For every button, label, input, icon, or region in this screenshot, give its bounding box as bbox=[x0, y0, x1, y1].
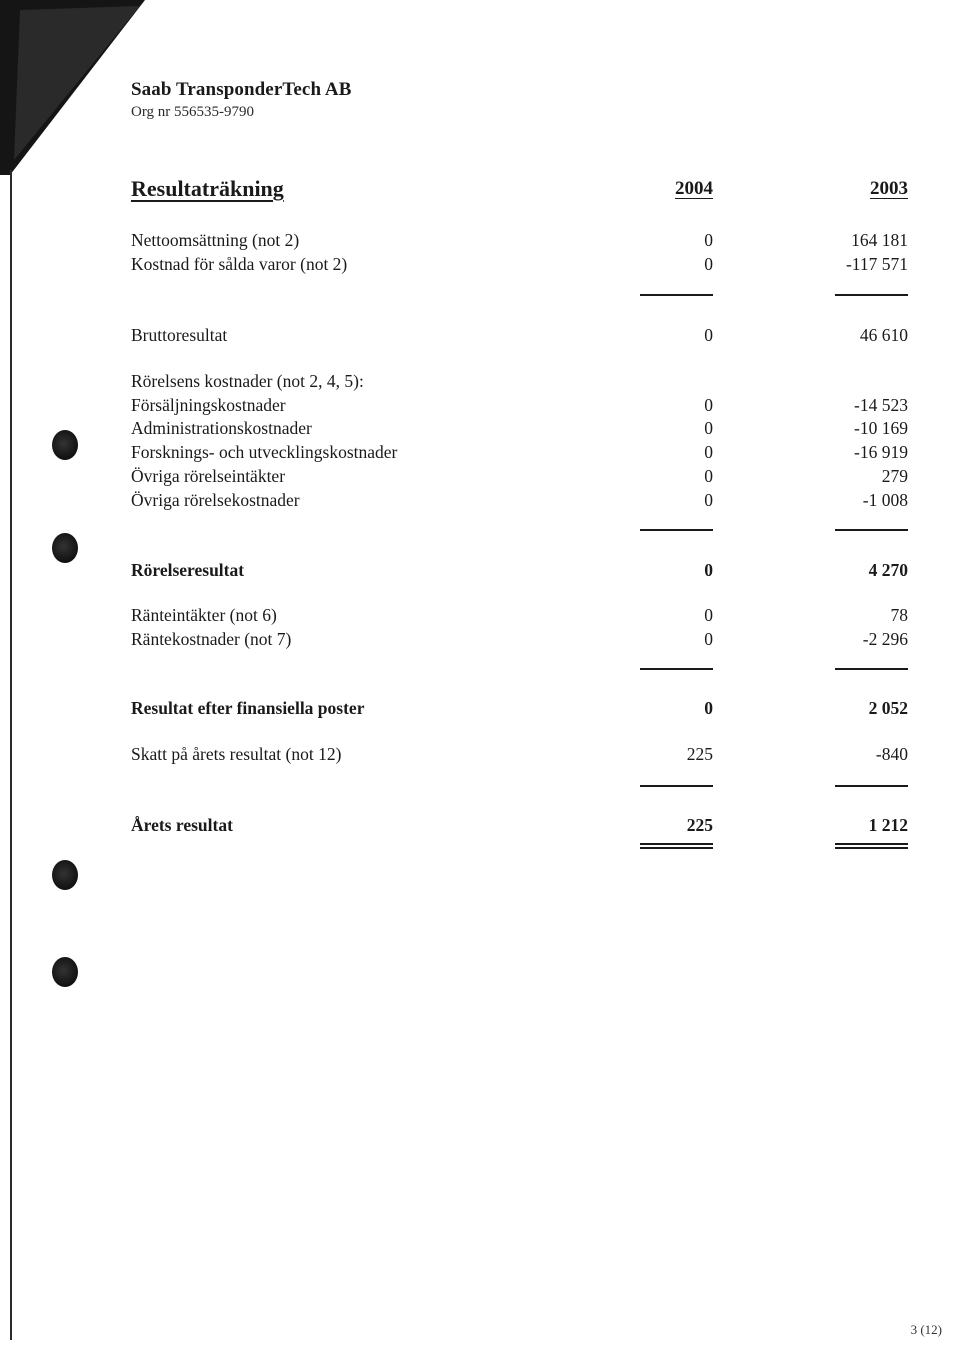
row-value-2004: 0 bbox=[704, 560, 713, 580]
row-label: Forsknings- och utvecklingskostnader bbox=[131, 442, 398, 462]
subtotal-rule bbox=[835, 294, 908, 296]
row-value-2003: -840 bbox=[875, 744, 908, 764]
subtotal-rule bbox=[640, 785, 713, 787]
row-bruttoresultat bbox=[131, 323, 908, 347]
row-value-2004: 225 bbox=[686, 744, 713, 764]
row-label: Administrationskostnader bbox=[131, 418, 312, 438]
subtotal-rule bbox=[835, 668, 908, 670]
row-label: Kostnad för sålda varor (not 2) bbox=[131, 254, 348, 274]
row-kostnad-salda-varor bbox=[131, 252, 908, 276]
total-double-rule-top bbox=[835, 843, 908, 845]
punch-hole-4 bbox=[52, 957, 78, 987]
total-double-rule-bottom bbox=[835, 847, 908, 849]
subtotal-rule bbox=[640, 529, 713, 531]
row-value-2003: 1 212 bbox=[868, 815, 908, 835]
row-label: Nettoomsättning (not 2) bbox=[131, 230, 300, 250]
total-double-rule-top bbox=[640, 843, 713, 845]
row-value-2004: 225 bbox=[686, 815, 713, 835]
row-label: Bruttoresultat bbox=[131, 325, 228, 345]
statement-title: Resultaträkning bbox=[131, 176, 284, 201]
row-value-2004: 0 bbox=[704, 698, 713, 718]
row-label: Rörelsens kostnader (not 2, 4, 5): bbox=[131, 371, 364, 391]
row-value-2003: 164 181 bbox=[851, 230, 908, 250]
subtotal-rule bbox=[835, 529, 908, 531]
total-double-rule-bottom bbox=[640, 847, 713, 849]
column-header-2004: 2004 bbox=[675, 178, 713, 199]
row-label: Försäljningskostnader bbox=[131, 395, 286, 415]
page-number: 3 (12) bbox=[910, 1322, 942, 1337]
row-rorelseresultat bbox=[131, 558, 908, 582]
row-value-2003: -16 919 bbox=[854, 442, 908, 462]
subtotal-rule bbox=[640, 668, 713, 670]
row-value-2003: -14 523 bbox=[854, 395, 908, 415]
row-value-2003: 4 270 bbox=[868, 560, 908, 580]
company-name: Saab TransponderTech AB bbox=[131, 79, 352, 100]
row-nettoomsattning bbox=[131, 228, 908, 252]
row-value-2003: 78 bbox=[890, 605, 908, 625]
row-value-2004: 0 bbox=[704, 442, 713, 462]
subtotal-rule bbox=[835, 785, 908, 787]
organization-number: Org nr 556535-9790 bbox=[131, 104, 255, 120]
row-rorelsens-kostnader-heading bbox=[131, 369, 908, 393]
row-ranteintakter bbox=[131, 603, 908, 627]
row-value-2003: -1 008 bbox=[862, 490, 908, 510]
subtotal-rule bbox=[640, 294, 713, 296]
scan-edge-line bbox=[10, 170, 12, 1340]
row-value-2004: 0 bbox=[704, 605, 713, 625]
row-arets-resultat bbox=[131, 813, 908, 837]
column-header-2003: 2003 bbox=[870, 178, 908, 199]
punch-hole-2 bbox=[52, 533, 78, 563]
row-label: Övriga rörelseintäkter bbox=[131, 466, 286, 486]
punch-hole-3 bbox=[52, 860, 78, 890]
row-value-2003: 2 052 bbox=[868, 698, 908, 718]
row-ovriga-rorelsekostnader bbox=[131, 488, 908, 512]
row-value-2003: 279 bbox=[881, 466, 908, 486]
row-label: Skatt på årets resultat (not 12) bbox=[131, 744, 342, 764]
row-value-2004: 0 bbox=[704, 325, 713, 345]
row-value-2004: 0 bbox=[704, 418, 713, 438]
row-value-2004: 0 bbox=[704, 466, 713, 486]
row-label: Räntekostnader (not 7) bbox=[131, 629, 292, 649]
row-value-2003: 46 610 bbox=[859, 325, 908, 345]
row-value-2003: -117 571 bbox=[845, 254, 908, 274]
row-label: Resultat efter finansiella poster bbox=[131, 698, 365, 718]
row-label: Ränteintäkter (not 6) bbox=[131, 605, 277, 625]
row-ovriga-rorelseintakter bbox=[131, 464, 908, 488]
row-administrationskostnader bbox=[131, 416, 908, 440]
row-value-2003: -2 296 bbox=[862, 629, 908, 649]
row-forsaljningskostnader bbox=[131, 393, 908, 417]
row-resultat-efter-finansiella-poster bbox=[131, 696, 908, 720]
row-value-2004: 0 bbox=[704, 254, 713, 274]
row-label: Övriga rörelsekostnader bbox=[131, 490, 300, 510]
row-value-2004: 0 bbox=[704, 629, 713, 649]
row-rantekostnader bbox=[131, 627, 908, 651]
row-skatt-pa-arets-resultat bbox=[131, 742, 908, 766]
row-value-2004: 0 bbox=[704, 395, 713, 415]
row-label: Rörelseresultat bbox=[131, 560, 245, 580]
row-value-2004: 0 bbox=[704, 230, 713, 250]
row-label: Årets resultat bbox=[131, 815, 233, 835]
row-value-2003: -10 169 bbox=[854, 418, 908, 438]
scan-corner-artifact bbox=[0, 0, 150, 175]
punch-hole-1 bbox=[52, 430, 78, 460]
row-forsknings-utvecklingskostnader bbox=[131, 440, 908, 464]
row-value-2004: 0 bbox=[704, 490, 713, 510]
document-header bbox=[131, 78, 352, 122]
